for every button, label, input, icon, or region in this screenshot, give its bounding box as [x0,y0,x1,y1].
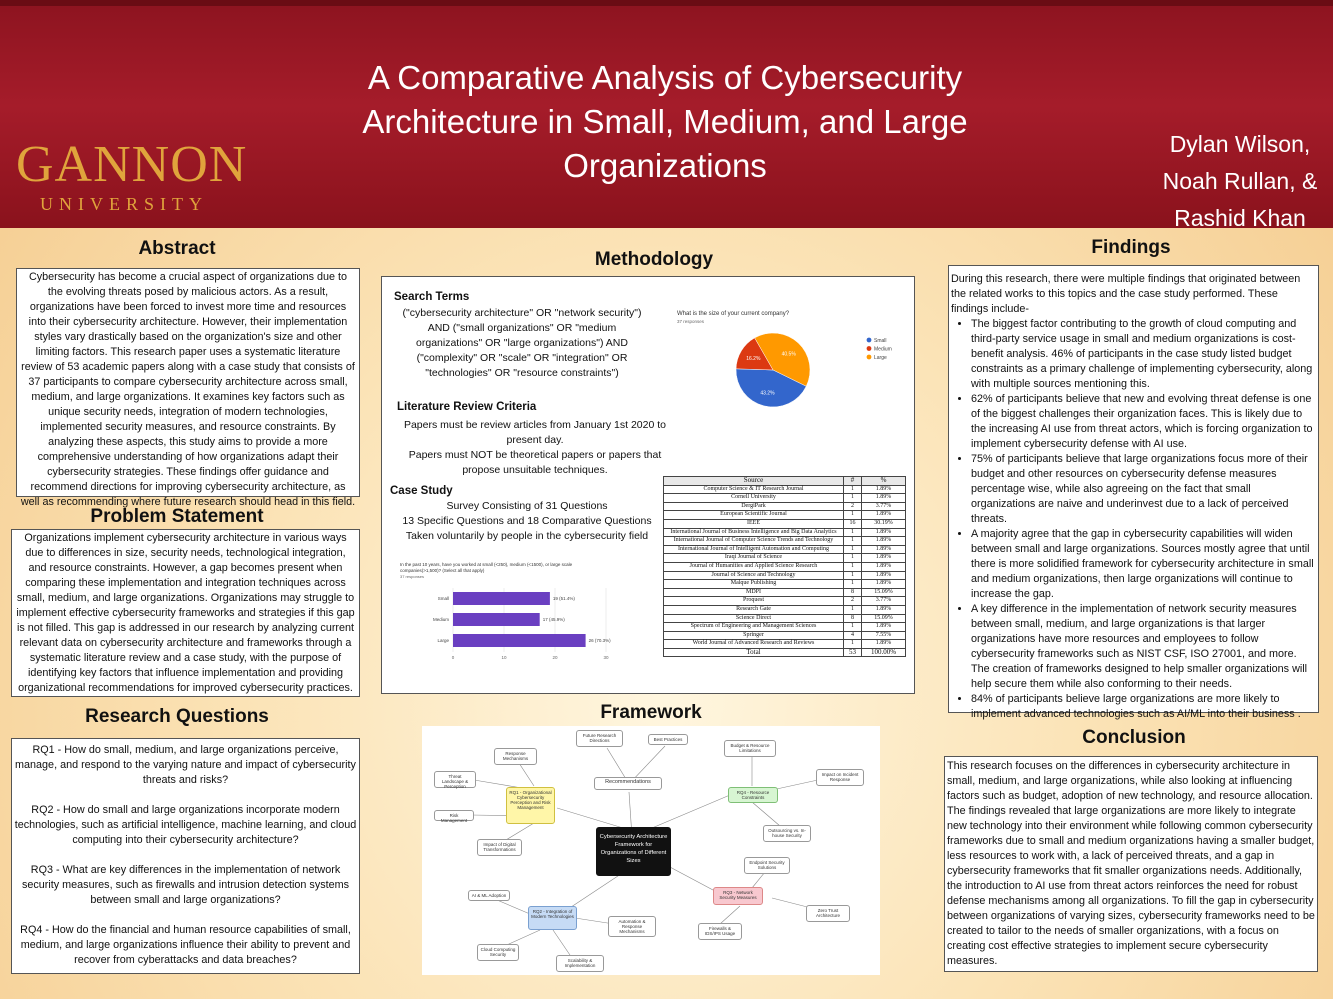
company-size-pie-chart [676,306,906,436]
source-cell: Cornell University [664,494,844,503]
count-cell: 4 [844,631,862,640]
source-cell: MDPI [664,588,844,597]
sources-table [663,476,906,657]
source-cell: Iraqi Journal of Science [664,554,844,563]
count-cell: 1 [844,528,862,537]
count-cell: 2 [844,502,862,511]
percent-cell: 1.89% [862,640,906,649]
pie-subtitle: 37 responses [677,319,705,324]
finding-item: • A majority agree that the gap in cybersecurity capabilities will widen between small and large organizations. Sources mostly agree that until there is more solidified framework for cybersecurity architecture in small and medium organizations, then large organizations will continue to increase the gap. [971,527,1317,602]
framework-incident-node: Impact on Incident Response [816,769,864,786]
percent-cell: 1.89% [862,605,906,614]
search-terms-text: ("cybersecurity architecture" OR "network security") AND ("small organizations" OR "medium organizations" OR "large organizations") AND ("complexity" OR "scale" OR "integration" OR "technologies" OR "resource constraints") [402,307,642,379]
research-box [11,738,360,974]
table-row [664,545,906,554]
count-cell: 1 [844,623,862,632]
count-cell: 1 [844,537,862,546]
pie-slice-label: 16.2% [746,356,761,363]
case-study-heading: Case Study [390,485,453,497]
count-cell: 16 [844,519,862,528]
rq4-text: RQ4 - How do the financial and human resource capabilities of small, medium, and large organizations influence their ability to prevent and recover from cyberattacks and data breaches? [20,924,351,966]
bar-title-2: companies(>1,500)? (Select all that apply) [400,568,485,573]
table-row [664,640,906,649]
bar-subtitle: 37 responses [400,574,425,579]
table-row [664,580,906,589]
finding-item: • 62% of participants believe that new and evolving threat defense is one of the biggest challenges their organization faces. This is likely due to the increasing AI use from threat actors, which is forcing organization to implement cybersecurity defense with AI use. [971,392,1317,452]
finding-item: • 84% of participants believe large organizations are more likely to implement advanced technologies such as AI/ML into their business . [971,692,1317,722]
source-cell: Computer Science & IT Research Journal [664,485,844,494]
framework-cloud-node: Cloud Computing Security [477,944,519,961]
source-cell: IEEE [664,519,844,528]
col-count: # [844,477,862,486]
bar-x-tick: 30 [603,655,609,660]
bar-x-tick: 20 [552,655,558,660]
legend-label: Medium [874,346,892,353]
framework-recommendations-node: Recommendations [594,777,662,790]
framework-rq3-node: RQ3 - Network Security Measures [713,887,763,905]
methodology-heading: Methodology [594,249,714,270]
framework-scalability-node: Scalability & Implementation [556,955,604,972]
pie-slice-label: 40.5% [781,351,796,358]
count-cell: 1 [844,554,862,563]
table-total-row [664,648,906,657]
source-cell: Research Gate [664,605,844,614]
table-row [664,597,906,606]
author-1: Dylan Wilson, [1169,131,1311,157]
source-cell: Proquest [664,597,844,606]
percent-cell: 1.89% [862,494,906,503]
table-row [664,502,906,511]
framework-rq4-node: RQ4 - Resource Constraints [728,787,778,803]
count-cell: 1 [844,605,862,614]
percent-cell: 1.89% [862,562,906,571]
bar-medium [453,613,540,626]
bar-value-label: 26 (70.3%) [588,638,611,643]
col-percent: % [862,477,906,486]
framework-outsourcing-node: Outsourcing vs. In-house Security [763,825,811,842]
university-logo-sub: UNIVERSITY [40,194,208,214]
percent-cell: 1.89% [862,511,906,520]
framework-endpoint-node: Endpoint Security Solutions [744,857,790,874]
case-study-3: Taken voluntarily by people in the cybersecurity field [405,530,649,542]
percent-cell: 1.89% [862,537,906,546]
problem-heading: Problem Statement [90,506,264,527]
source-cell: Journal of Science and Technology [664,571,844,580]
findings-heading: Findings [1091,237,1171,258]
source-cell: Science Direct [664,614,844,623]
total-count: 53 [844,648,862,657]
bar-category-label: Medium [432,617,449,622]
percent-cell: 1.89% [862,623,906,632]
source-cell: DergiPark [664,502,844,511]
legend-swatch [867,338,872,343]
percent-cell: 1.89% [862,528,906,537]
framework-rq1-node: RQ1 - Organizational Cybersecurity Perception and Risk Management [506,787,555,824]
framework-firewalls-node: Firewalls & IDS/IPS Usage [698,923,742,940]
framework-digital-node: Impact of Digital Transformations [477,839,522,856]
percent-cell: 1.89% [862,485,906,494]
count-cell: 1 [844,494,862,503]
bar-category-label: Small [437,596,449,601]
legend-swatch [867,346,872,351]
col-source: Source [664,477,844,486]
count-cell: 8 [844,588,862,597]
table-row [664,537,906,546]
lit-criteria-2: Papers must NOT be theoretical papers or papers that propose unsuitable techniques. [408,449,662,476]
source-cell: Malque Publishing [664,580,844,589]
source-cell: European Scientific Journal [664,511,844,520]
lit-criteria-1: Papers must be review articles from January 1st 2020 to present day. [403,419,667,446]
table-row [664,562,906,571]
bar-x-tick: 10 [501,655,507,660]
lit-review-heading: Literature Review Criteria [397,401,537,413]
source-cell: International Journal of Business Intelligence and Big Data Analytics [664,528,844,537]
poster-title: A Comparative Analysis of Cybersecurity Architecture in Small, Medium, and Large Organizations [362,59,968,184]
percent-cell: 7.55% [862,631,906,640]
legend-label: Large [874,354,887,361]
table-row [664,631,906,640]
case-study-1: Survey Consisting of 31 Questions [446,500,608,512]
framework-center-node: Cybersecurity Architecture Framework for Organizations of Different Sizes [596,827,671,876]
table-row [664,623,906,632]
count-cell: 1 [844,562,862,571]
count-cell: 1 [844,580,862,589]
total-label: Total [664,648,844,657]
source-cell: International Journal of Computer Science Trends and Technology [664,537,844,546]
search-terms-heading: Search Terms [394,291,470,303]
rq3-text: RQ3 - What are key differences in the implementation of network security measures, such as firewalls and intrusion detection systems between small and large organizations? [21,864,350,906]
percent-cell: 3.77% [862,597,906,606]
framework-threat-node: Threat Landscape & Perception [434,771,476,788]
author-2: Noah Rullan, & [1162,168,1318,194]
pie-title: What is the size of your current company? [677,311,790,317]
percent-cell: 30.19% [862,519,906,528]
count-cell: 2 [844,597,862,606]
framework-aiml-node: AI & ML Adoption [468,890,510,901]
framework-zerotrust-node: Zero Trust Architecture [806,905,850,922]
framework-rq2-node: RQ2 - Integration of Modern Technologies [528,906,577,930]
university-logo-name: GANNON [16,136,248,193]
findings-intro: During this research, there were multiple findings that originated between the related works to this topics and the case study performed. These findings include- [951,273,1301,315]
conclusion-text: This research focuses on the differences in cybersecurity architecture in small, medium, and large organizations, while also looking at influencing factors such as budget, adoption of new technology, and resource allocation. The findings revealed that large organizations are more likely to integrate new technology into their environment while following common cybersecurity frameworks due to small and medium organizations having a smaller budget, less resources to work with, a lack of perceived threats, and a gap in cybersecurity frameworks that fit smaller organizations needs. Additionally, the introduction to AI use from threat actors reinforces the need for robust defense mechanisms among all organizations. To fill the gap in cybersecurity between organizations of varying sizes, cybersecurity frameworks need to be created to tailor to the needs of smaller organizations, with a focus on creating cost effective strategies to implement secure cybersecurity measures. [944,756,1318,972]
rq2-text: RQ2 - How do small and large organizations incorporate modern technologies, such as artificial intelligence, machine learning, and cloud computing into their cybersecurity architecture? [14,804,357,846]
bar-value-label: 17 (45.9%) [542,617,565,622]
table-row [664,528,906,537]
table-row [664,588,906,597]
abstract-text: Cybersecurity has become a crucial aspect of organizations due to the evolving threats posed by malicious actors. As a result, organizations have been forced to invest more time and resources into their cybersecurity architecture. However, their implementation styles vary drastically based on the organization's size and other limiting factors. This research paper uses a systematic literature review of 53 academic papers along with a case study that consists of 37 participants to compare cybersecurity architecture across small, medium, and large organizations. It examines key factors such as unique security needs, integration of modern technologies, implemented security measures, and resource constraints. By analyzing these aspects, this study aims to provide a more comprehensive understanding of how organizations adapt their cybersecurity strategies. These findings offer guidance and recommend directions for improving cybersecurity architecture, as well as recommending where future research should head in this field. [16,268,360,497]
count-cell: 1 [844,571,862,580]
percent-cell: 15.09% [862,588,906,597]
finding-item: • A key difference in the implementation of network security measures between small, medium, and large organizations is that larger organizations have more resources and employees to follow cybersecurity frameworks such as NIST CSF, ISO 27001, and more. The creation of frameworks designed to help smaller organizations will help secure them while also conforming to their needs. [971,602,1317,692]
percent-cell: 1.89% [862,554,906,563]
framework-future-node: Future Research Directions [576,730,623,747]
legend-swatch [867,355,872,360]
table-row [664,494,906,503]
bar-title-1: In the past 10 years, have you worked at small (<250), medium (<1500), or large scale [400,562,573,567]
finding-item: • The biggest factor contributing to the growth of cloud computing and third-party service usage in small and medium organizations is cost-benefit analysis. 46% of participants in the case study listed budget constraints as a primary challenge of implementing cybersecurity, along with multiple sources mentioning this. [971,317,1317,392]
framework-risk-node: Risk Management [434,810,474,821]
bar-value-label: 19 (51.4%) [552,596,575,601]
legend-label: Small [874,337,887,344]
source-cell: Spectrum of Engineering and Management Sciences [664,623,844,632]
bar-category-label: Large [437,638,449,643]
percent-cell: 1.89% [862,545,906,554]
source-cell: International Journal of Intelligent Automation and Computing [664,545,844,554]
source-cell: Journal of Humanities and Applied Science Research [664,562,844,571]
table-header-row [664,477,906,486]
framework-best-practices-node: Best Practices [648,734,688,745]
table-row [664,605,906,614]
table-row [664,511,906,520]
case-study-2: 13 Specific Questions and 18 Comparative Questions [402,515,652,527]
total-percent: 100.00% [862,648,906,657]
count-cell: 1 [844,485,862,494]
authors [1140,126,1333,237]
percent-cell: 1.89% [862,571,906,580]
source-cell: Springer [664,631,844,640]
percent-cell: 15.09% [862,614,906,623]
percent-cell: 3.77% [862,502,906,511]
table-row [664,614,906,623]
abstract-heading: Abstract [138,238,216,259]
count-cell: 1 [844,511,862,520]
problem-text: Organizations implement cybersecurity architecture in various ways due to differences in size, security needs, technological integration, and resource constraints. However, a gap becomes present when comparing these implementation and integration techniques across small, medium, and large organizations. Organizations may struggle to implement effective cybersecurity frameworks and strategies if this gap is not filled. This gap is addressed in our research by analyzing current relevant data on cybersecurity architecture and frameworks through a systematic literature review and a case study, with the purpose of identifying key factors that influence implementation and providing organizational recommendations for improved cybersecurity practices. [11,529,360,697]
table-row [664,554,906,563]
count-cell: 1 [844,640,862,649]
framework-budget-node: Budget & Resource Limitations [724,740,776,757]
table-row [664,485,906,494]
table-row [664,571,906,580]
count-cell: 8 [844,614,862,623]
bar-x-tick: 0 [451,655,455,660]
poster-header [0,0,1333,231]
bar-large [453,634,586,647]
count-cell: 1 [844,545,862,554]
source-cell: World Journal of Advanced Research and Reviews [664,640,844,649]
framework-response-node: Response Mechanisms [494,748,537,765]
percent-cell: 1.89% [862,580,906,589]
framework-automation-node: Automation & Response Mechanisms [608,916,656,937]
framework-diagram [422,726,880,975]
findings-box [948,265,1319,720]
company-history-bar-chart [397,558,615,664]
finding-item: • 75% of participants believe that large organizations focus more of their budget and other resources on cybersecurity defense measures percentage wise, while also agreeing on the fact that small organizations are naive and underinvest due to a lack of perceived threats. [971,452,1317,527]
pie-slice-label: 43.2% [760,390,775,397]
conclusion-heading: Conclusion [1082,727,1186,748]
rq1-text: RQ1 - How do small, medium, and large organizations perceive, manage, and respond to the varying nature and impact of cybersecurity threats and risks? [15,744,356,786]
research-heading: Research Questions [85,706,269,727]
framework-heading: Framework [600,702,702,723]
author-3: Rashid Khan [1174,205,1306,231]
bar-small [453,592,550,605]
table-row [664,519,906,528]
